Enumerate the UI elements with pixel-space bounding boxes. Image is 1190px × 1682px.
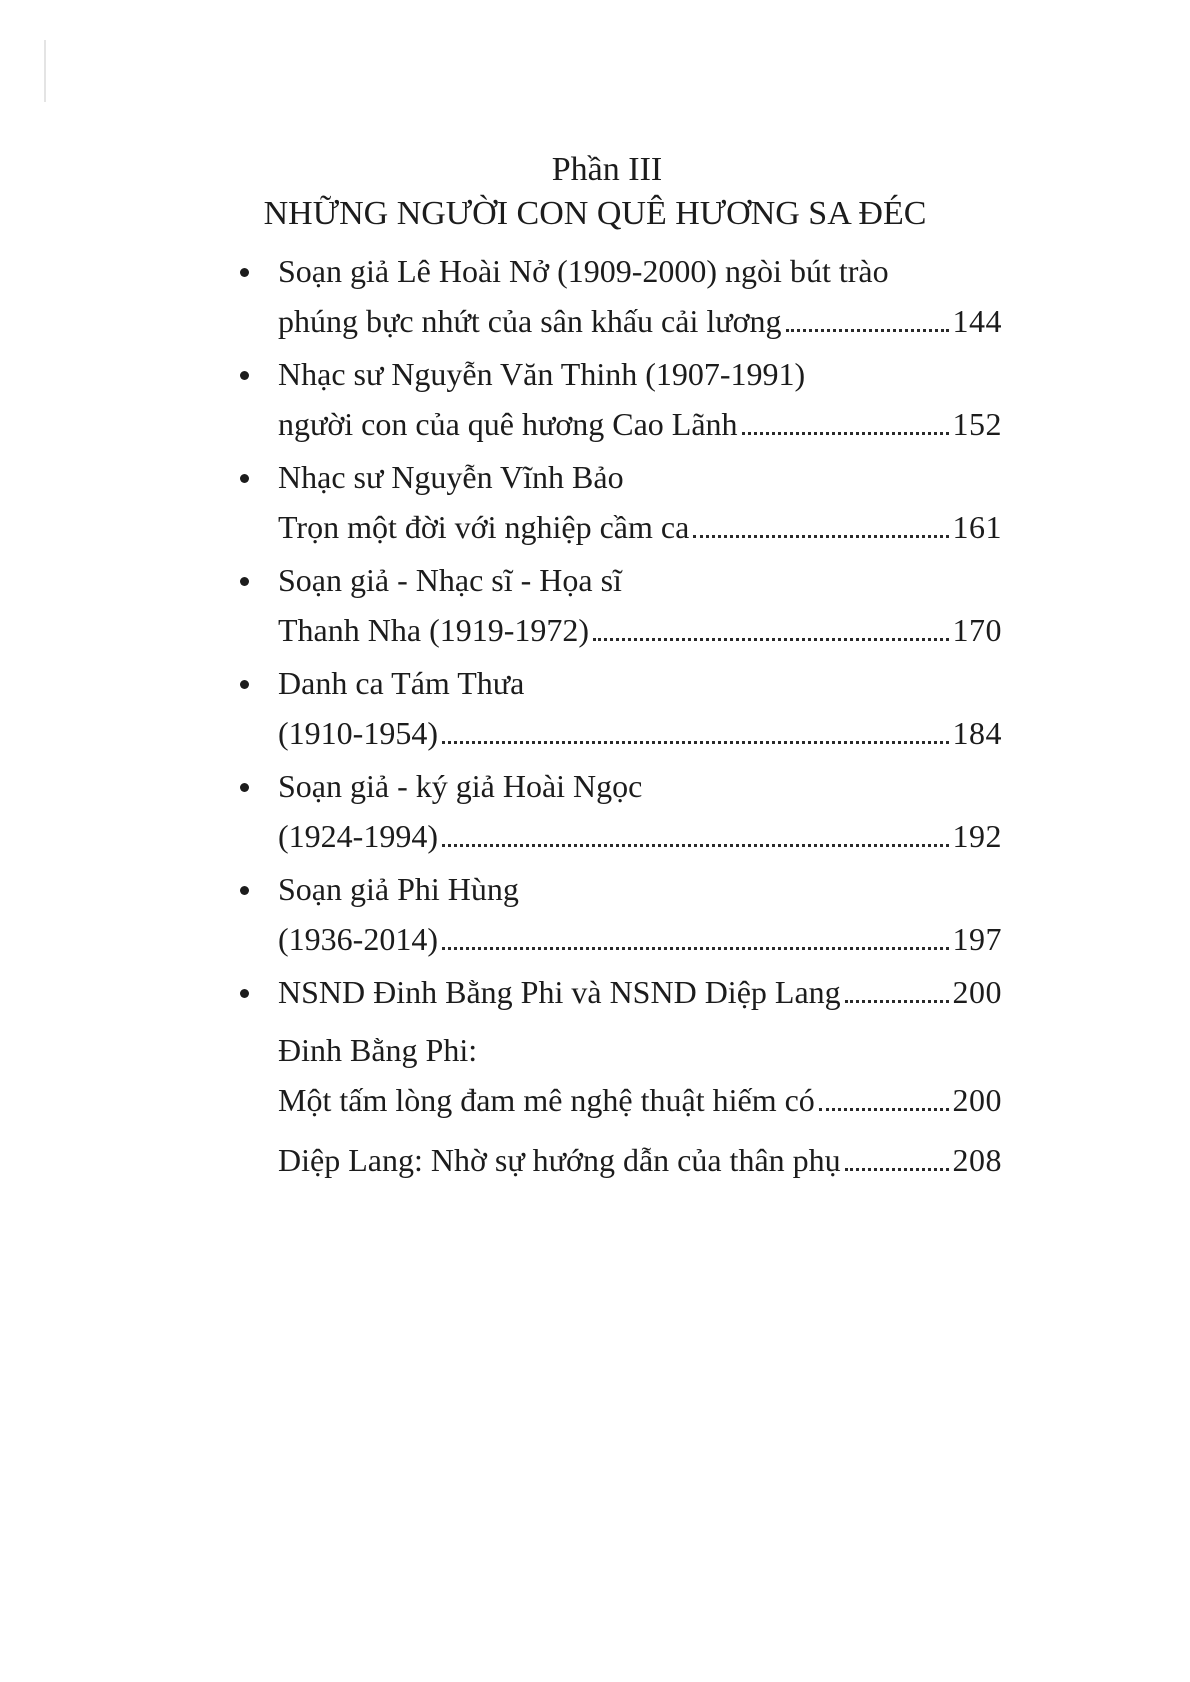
page-number: 208 [952, 1142, 1002, 1178]
page-number: 192 [952, 818, 1002, 854]
bullet-icon [240, 577, 249, 586]
entry-title-line: Nhạc sư Nguyễn Vĩnh Bảo [278, 459, 624, 495]
toc-subentry[interactable] [240, 1135, 1002, 1185]
page-number: 144 [952, 303, 1002, 339]
page-number: 200 [952, 1082, 1002, 1118]
page-number: 197 [952, 921, 1002, 957]
toc-entry[interactable] [240, 864, 1002, 964]
entry-title-line: Danh ca Tám Thưa [278, 665, 525, 701]
toc-entry[interactable] [240, 555, 1002, 655]
dot-leader [845, 1168, 949, 1171]
entry-title-line: Soạn giả - Nhạc sĩ - Họa sĩ [278, 562, 622, 598]
bullet-icon [240, 886, 249, 895]
dot-leader [742, 432, 949, 435]
toc-entry[interactable] [240, 452, 1002, 552]
table-of-contents [240, 246, 1002, 1185]
page-edge-mark [44, 40, 46, 102]
page-number: 152 [952, 406, 1002, 442]
page-number: 161 [952, 509, 1002, 545]
entry-title-line: (1924-1994) [278, 818, 438, 854]
bullet-icon [240, 989, 249, 998]
bullet-icon [240, 371, 249, 380]
entry-title-line: Soạn giả Lê Hoài Nở (1909-2000) ngòi bút trào [278, 253, 889, 289]
entry-title-line: Trọn một đời với nghiệp cầm ca [278, 509, 690, 545]
page-number: 184 [952, 715, 1002, 751]
toc-subentry[interactable] [240, 1025, 1002, 1125]
dot-leader [442, 947, 949, 950]
page-number: 170 [952, 612, 1002, 648]
dot-leader [693, 535, 948, 538]
toc-entry[interactable] [240, 761, 1002, 861]
toc-entry[interactable] [240, 658, 1002, 758]
section-title: NHỮNG NGƯỜI CON QUÊ HƯƠNG SA ĐÉC [263, 195, 927, 232]
bullet-icon [240, 268, 249, 277]
toc-entry[interactable] [240, 349, 1002, 449]
bullet-icon [240, 783, 249, 792]
entry-title-line: Thanh Nha (1919-1972) [278, 612, 590, 648]
toc-entry[interactable] [240, 246, 1002, 346]
subentry-title-line: Diệp Lang: Nhờ sự hướng dẫn của thân phụ [278, 1142, 841, 1178]
bullet-icon [240, 680, 249, 689]
entry-title-line: phúng bực nhứt của sân khấu cải lương [278, 303, 782, 339]
dot-leader [845, 1000, 949, 1003]
dot-leader [819, 1108, 949, 1111]
part-heading: Phần III [551, 151, 663, 188]
dot-leader [786, 329, 949, 332]
dot-leader [593, 638, 948, 641]
subentry-title-line: Đinh Bằng Phi: [278, 1032, 478, 1068]
page-number: 200 [952, 974, 1002, 1010]
entry-title-line: (1936-2014) [278, 921, 438, 957]
entry-title-line: người con của quê hương Cao Lãnh [278, 406, 738, 442]
entry-title-line: Soạn giả - ký giả Hoài Ngọc [278, 768, 643, 804]
toc-entry[interactable] [240, 967, 1002, 1017]
dot-leader [442, 844, 949, 847]
entry-title-line: (1910-1954) [278, 715, 438, 751]
entry-title-line: Soạn giả Phi Hùng [278, 871, 519, 907]
entry-title-line: NSND Đinh Bằng Phi và NSND Diệp Lang [278, 974, 841, 1010]
subentry-title-line: Một tấm lòng đam mê nghệ thuật hiếm có [278, 1082, 815, 1118]
dot-leader [442, 741, 949, 744]
entry-title-line: Nhạc sư Nguyễn Văn Thinh (1907-1991) [278, 356, 806, 392]
bullet-icon [240, 474, 249, 483]
